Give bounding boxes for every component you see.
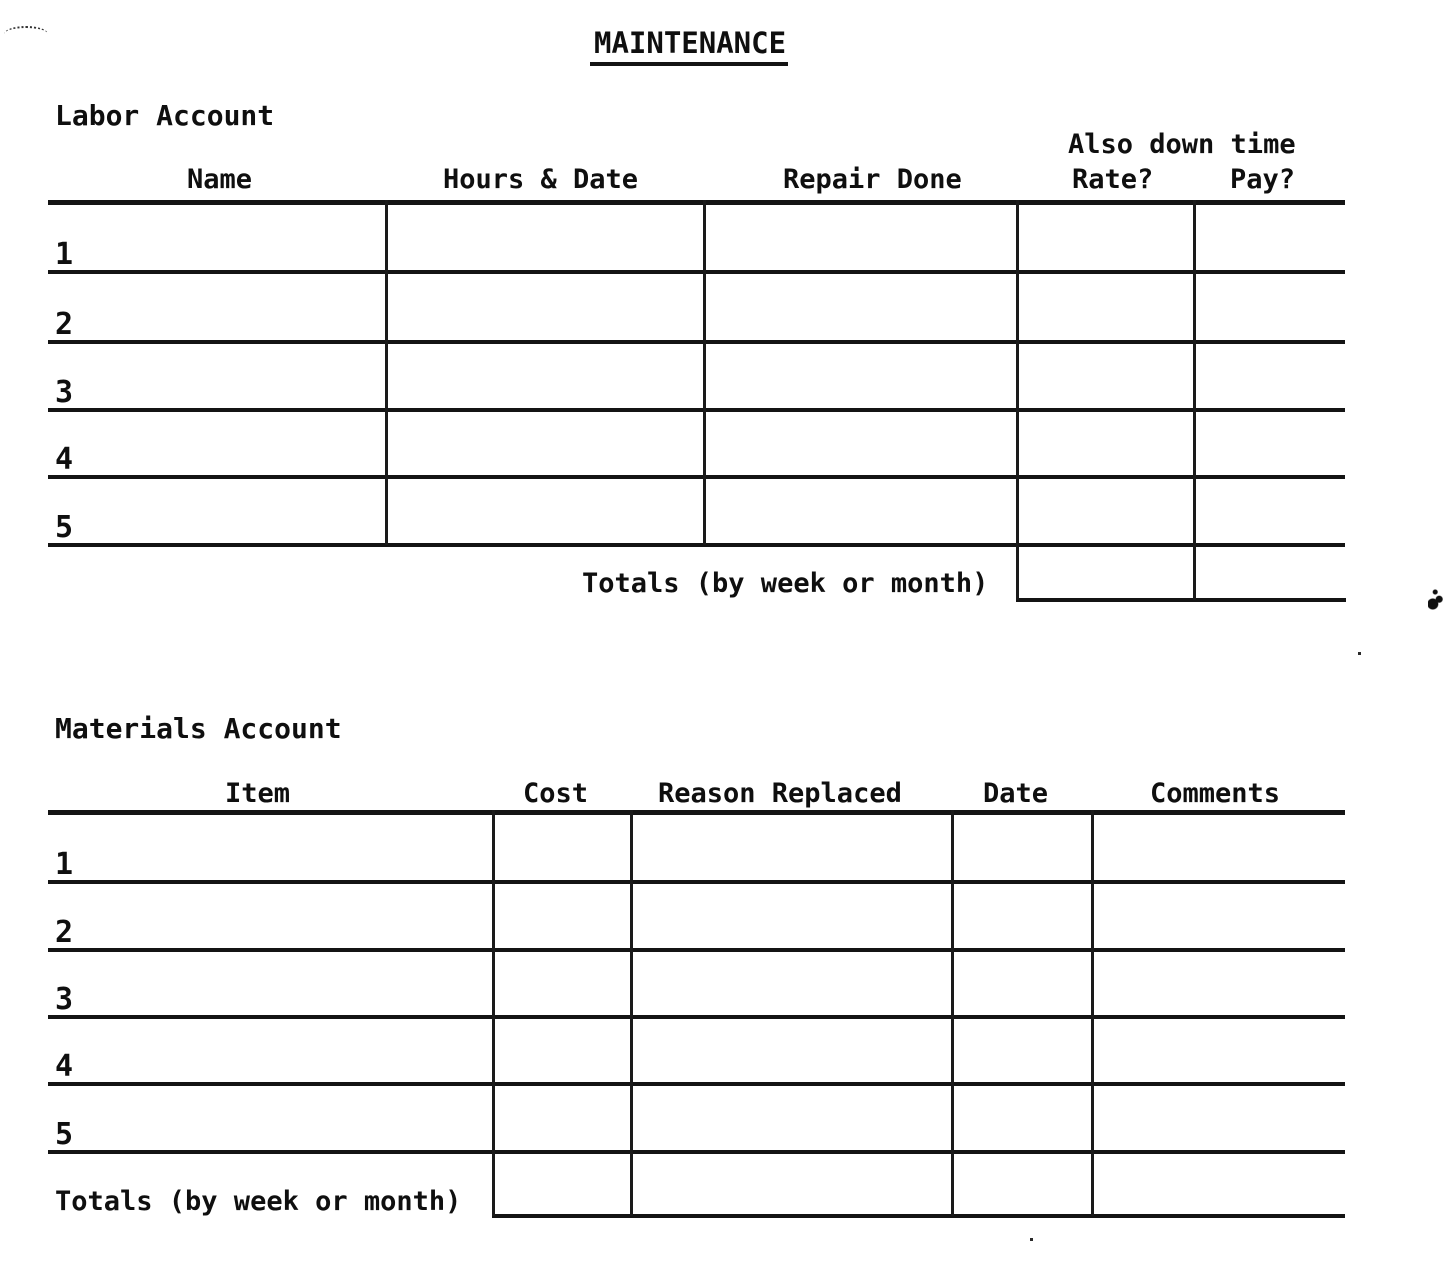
materials-col-divider-reason <box>951 810 954 1216</box>
labor-col-divider-name <box>385 200 388 545</box>
labor-col-header-repair-done: Repair Done <box>783 164 962 195</box>
scan-artifact-dot <box>1358 652 1361 655</box>
labor-row-number: 5 <box>55 510 74 545</box>
labor-row-number: 3 <box>55 375 74 410</box>
labor-row-number: 1 <box>55 237 74 272</box>
materials-row-number: 4 <box>55 1049 74 1084</box>
title-underline <box>590 62 788 66</box>
labor-row-rule-1 <box>48 270 1345 274</box>
materials-col-divider-cost <box>630 810 633 1216</box>
materials-row-rule-3 <box>48 1015 1345 1019</box>
page-title: MAINTENANCE <box>594 26 787 60</box>
labor-col-divider-repair <box>1016 200 1019 600</box>
materials-totals-label: Totals (by week or month) <box>55 1186 462 1217</box>
materials-row-number: 5 <box>55 1117 74 1152</box>
materials-row-rule-2 <box>48 948 1345 952</box>
materials-row-rule-5 <box>48 1150 1345 1154</box>
materials-section-heading: Materials Account <box>55 712 342 745</box>
labor-col-header-pay: Pay? <box>1230 164 1296 195</box>
labor-row-number: 2 <box>55 307 74 342</box>
materials-totals-rule <box>492 1214 1345 1218</box>
labor-totals-label: Totals (by week or month) <box>582 568 989 599</box>
labor-row-rule-4 <box>48 475 1345 479</box>
labor-header-rule <box>48 200 1345 205</box>
materials-row-number: 2 <box>55 915 74 950</box>
labor-totals-rule <box>1016 598 1346 602</box>
labor-super-header-down-time: Also down time <box>1068 129 1296 160</box>
materials-col-header-cost: Cost <box>523 778 589 809</box>
labor-section-heading: Labor Account <box>55 99 275 132</box>
materials-col-header-item: Item <box>225 778 291 809</box>
labor-col-divider-rate-pay <box>1193 200 1196 600</box>
labor-row-rule-5 <box>48 543 1345 547</box>
materials-row-rule-1 <box>48 880 1345 884</box>
materials-col-header-comments: Comments <box>1150 778 1281 809</box>
scan-artifact-arc <box>4 26 48 42</box>
labor-col-header-name: Name <box>187 164 253 195</box>
materials-row-number: 3 <box>55 982 74 1017</box>
materials-header-rule <box>48 810 1345 815</box>
labor-col-header-rate: Rate? <box>1072 164 1154 195</box>
labor-row-rule-2 <box>48 340 1345 344</box>
materials-col-divider-item <box>492 810 495 1216</box>
materials-row-number: 1 <box>55 847 74 882</box>
scan-artifact-dot <box>1030 1238 1033 1241</box>
labor-col-header-hours-date: Hours & Date <box>443 164 639 195</box>
scan-artifact-ink-blot <box>1428 586 1444 610</box>
labor-row-rule-3 <box>48 408 1345 412</box>
labor-col-divider-hours <box>703 200 706 545</box>
materials-col-header-reason-replaced: Reason Replaced <box>658 778 902 809</box>
materials-col-header-date: Date <box>983 778 1049 809</box>
materials-col-divider-date <box>1091 810 1094 1216</box>
materials-row-rule-4 <box>48 1082 1345 1086</box>
labor-row-number: 4 <box>55 442 74 477</box>
